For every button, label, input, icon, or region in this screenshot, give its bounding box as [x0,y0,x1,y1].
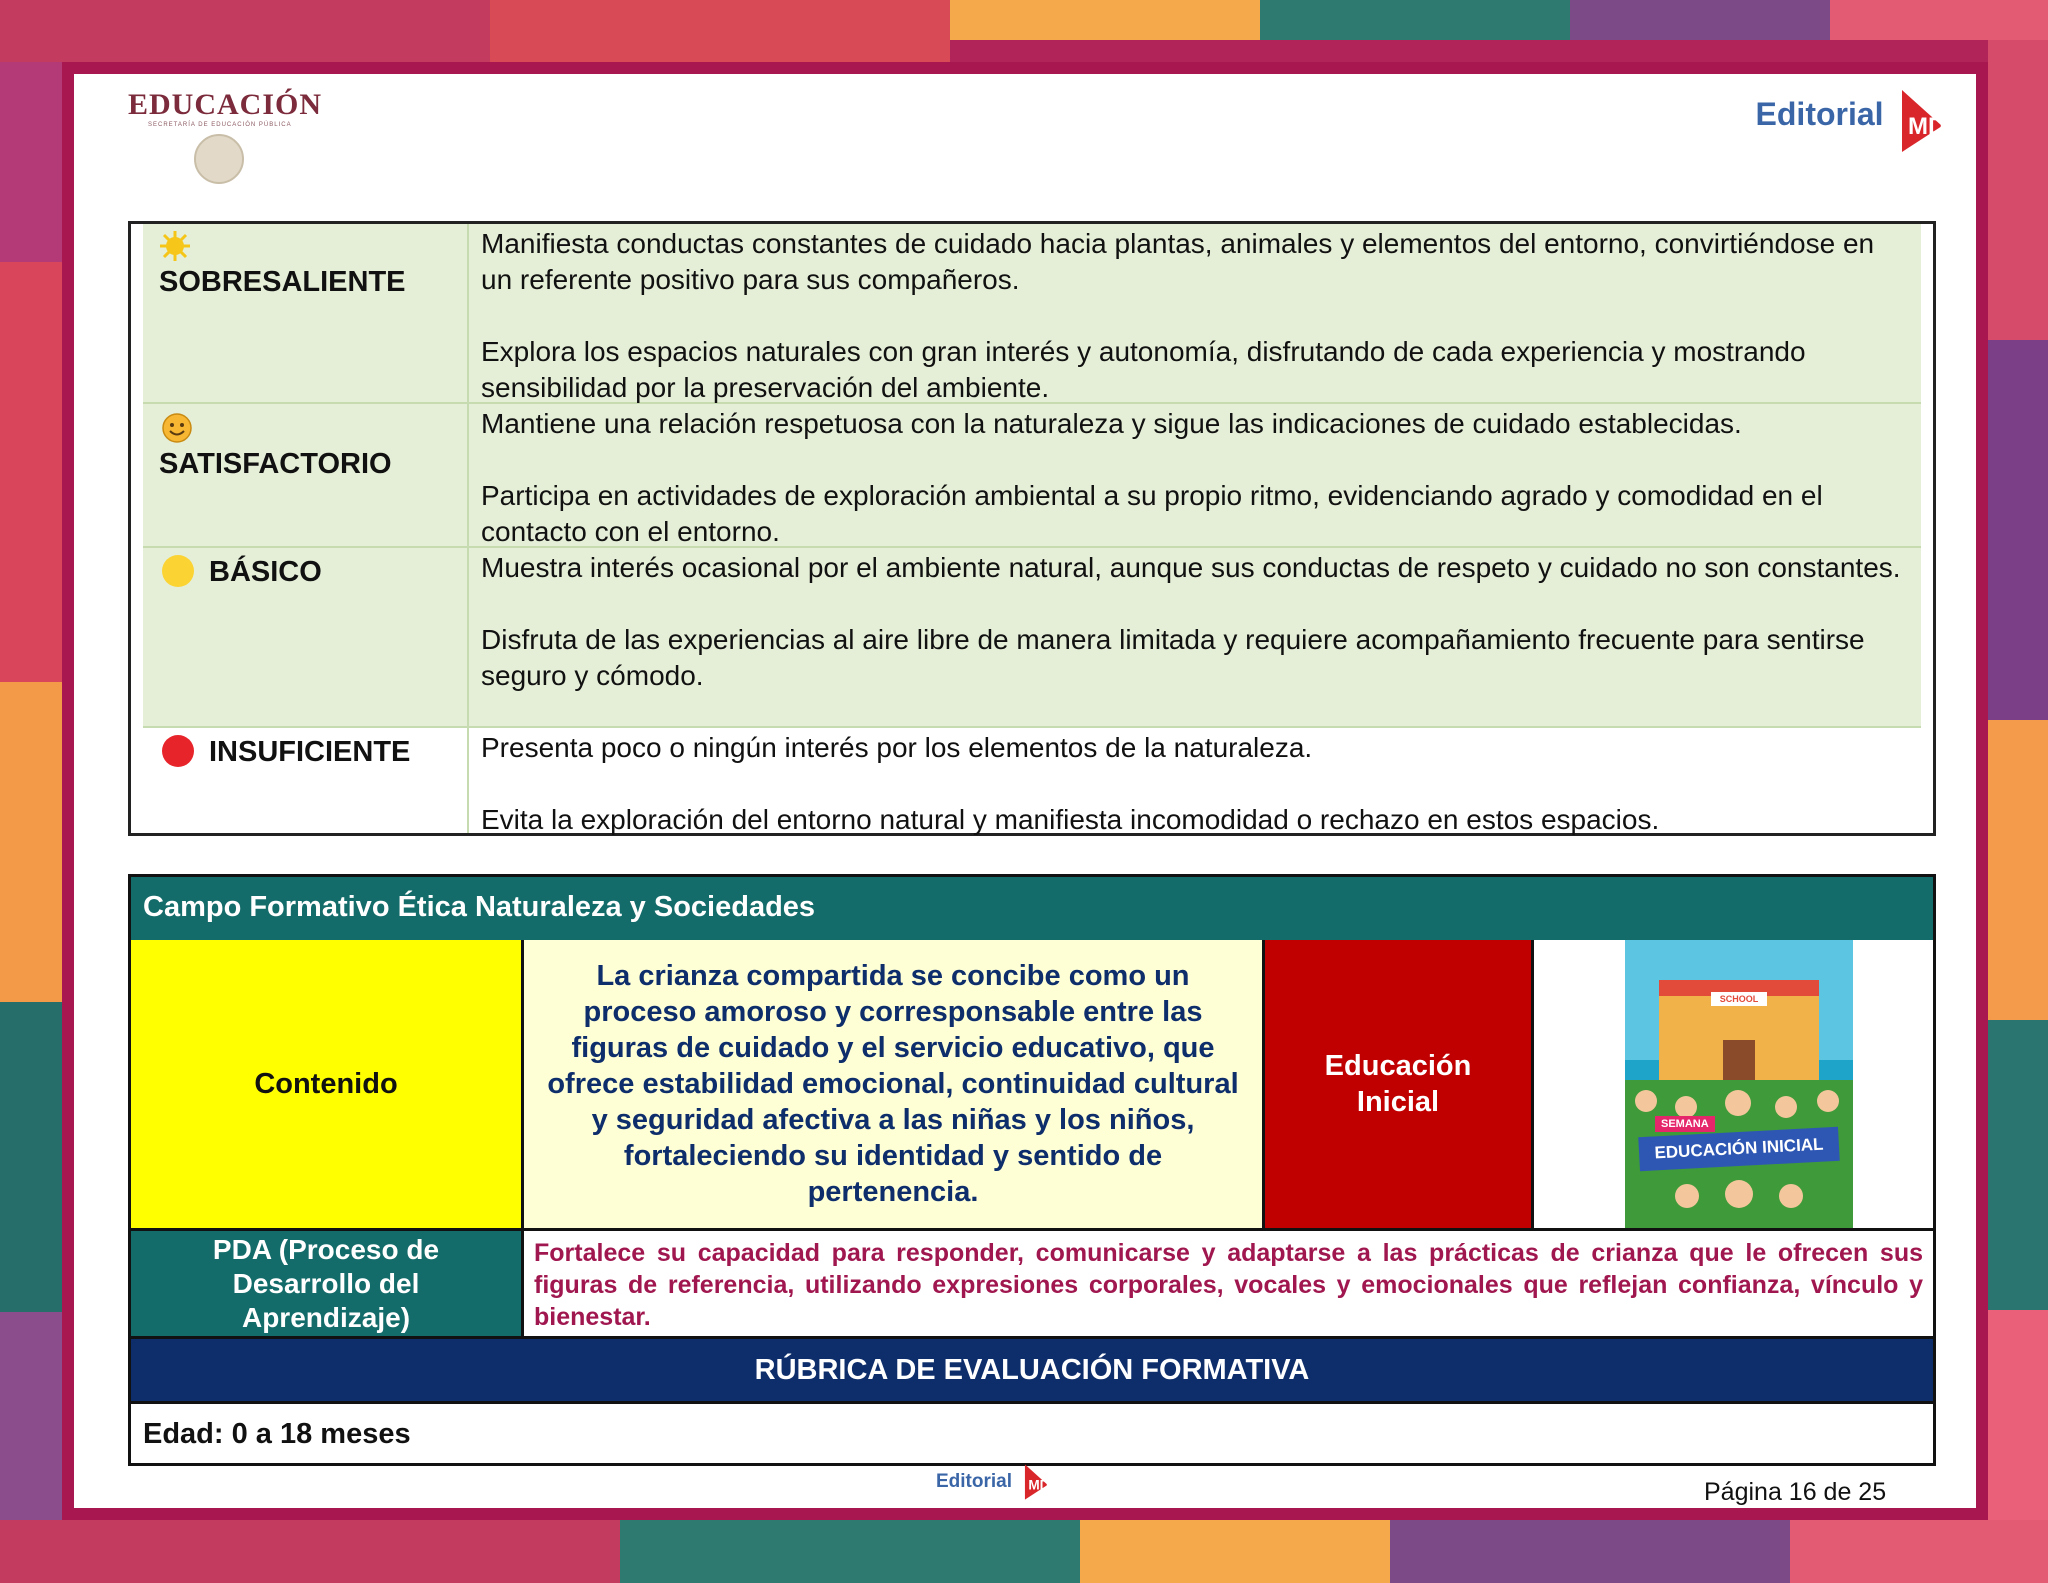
rubrica-title: RÚBRICA DE EVALUACIÓN FORMATIVA [131,1336,1933,1401]
publisher-logo-mark-icon [1888,86,1948,156]
background-tile [0,0,490,62]
rubric-row-insuficiente [143,728,1921,833]
background-tile [1988,40,2048,340]
background-tile [620,1520,1080,1583]
publisher-logo [1756,86,1948,156]
background-tile [490,0,950,62]
rubric-descriptor: Mantiene una relación respetuosa con la naturaleza y sigue las indicaciones de cuidado establecidas. [481,408,1742,439]
rubric-row-basico [143,548,1921,728]
edad-label: Edad: 0 a 18 meses [131,1401,1933,1463]
background-tile [1988,1020,2048,1310]
pda-label: PDA (Proceso de Desarrollo del Aprendizaje) [131,1228,524,1336]
background-tile [1570,0,1830,40]
background-tile [1260,0,1570,40]
rubric-level-label: BÁSICO [209,556,322,588]
rubric-descriptors [481,406,1909,550]
rubric-level-label: INSUFICIENTE [209,736,411,768]
education-week-poster [1625,940,1853,1228]
yellow-circle-icon [161,554,195,588]
poster-children-bottom-icon [1675,1180,1805,1228]
pda-text: Fortalece su capacidad para responder, comunicarse y adaptarse a las prácticas de crianza que le ofrecen sus figuras de referencia, utilizando expresiones corporales, vocales y emocionales que reflejan confianza, vínculo y bienestar. [524,1228,1933,1336]
rubric-descriptor: Disfruta de las experiencias al aire libre de manera limitada y requiere acompañamiento frecuente para sentirse seguro y cómodo. [481,624,1865,691]
sun-icon [159,230,191,262]
rubric-descriptors [481,550,1909,694]
poster-cell [1534,940,1933,1228]
rubric-descriptors [481,226,1909,406]
background-tile [1080,1520,1390,1583]
nivel-educativo: Educación Inicial [1262,940,1534,1228]
rubric-descriptor: Participa en actividades de exploración ambiental a su propio ritmo, evidenciando agrado y comodidad en el contacto con el entorno. [481,480,1823,547]
publisher-logo-word: Editorial [1755,96,1884,133]
document-page [74,74,1976,1508]
rubric-levels-table [128,221,1936,836]
smiley-icon [161,412,193,444]
rubric-level-cell [143,224,469,402]
national-seal-icon [194,134,244,184]
school-sign: SCHOOL [1711,992,1767,1006]
contenido-text: La crianza compartida se concibe como un proceso amoroso y corresponsable entre las figuras de cuidado y el servicio educativo, que ofrece estabilidad emocional, continuidad cultural y seguridad afectiva a las niñas y los niños, fortaleciendo su identidad y sentido de pertenencia. [524,940,1262,1228]
footer-publisher-logo [936,1462,1051,1502]
background-tile [1390,1520,1790,1583]
poster-badge: SEMANA [1655,1116,1715,1132]
rubric-row-satisfactorio [143,404,1921,548]
background-tile [1790,1520,2048,1583]
poster-title-banner: EDUCACIÓN INICIAL [1638,1127,1840,1171]
ministry-logo-text: EDUCACIÓN [128,88,323,121]
rubric-descriptor: Explora los espacios naturales con gran interés y autonomía, disfrutando de cada experiencia y mostrando sensibilidad por la preservación del ambiente. [481,336,1806,403]
background-tile [1988,340,2048,720]
school-door-icon [1723,1040,1755,1080]
contenido-label: Contenido [131,940,524,1228]
background-tile [0,1520,620,1583]
rubric-descriptor: Presenta poco o ningún interés por los elementos de la naturaleza. [481,732,1313,763]
rubric-descriptor: Evita la exploración del entorno natural y manifiesta incomodidad o rechazo en estos espacios. [481,804,1660,835]
footer-publisher-mark-icon [1017,1462,1051,1502]
ministry-logo-subtitle: SECRETARÍA DE EDUCACIÓN PÚBLICA [148,122,292,128]
background-tile [1830,0,2048,40]
background-tile [950,0,1260,40]
campo-formativo-table [128,874,1936,1466]
background-tile [0,262,62,682]
rubric-descriptor: Manifiesta conductas constantes de cuidado hacia plantas, animales y elementos del entorno, convirtiéndose en un referente positivo para sus compañeros. [481,228,1875,295]
background-tile [1988,720,2048,1020]
background-tile [0,1002,62,1312]
campo-title: Campo Formativo Ética Naturaleza y Sociedades [131,877,1933,940]
background-tile [0,682,62,1002]
rubric-descriptors [481,730,1909,838]
rubric-row-sobresaliente [143,224,1921,404]
svg-text:MD: MD [1028,1477,1050,1493]
footer-publisher-word: Editorial [936,1471,1013,1493]
red-circle-icon [161,734,195,768]
svg-text:MD: MD [1908,113,1946,140]
rubric-level-label: SOBRESALIENTE [159,266,406,298]
page-number: Página 16 de 25 [1704,1478,1887,1506]
rubric-level-label: SATISFACTORIO [159,448,392,480]
rubric-descriptor: Muestra interés ocasional por el ambiente natural, aunque sus conductas de respeto y cuidado no son constantes. [481,552,1901,583]
background-tile [0,62,62,262]
